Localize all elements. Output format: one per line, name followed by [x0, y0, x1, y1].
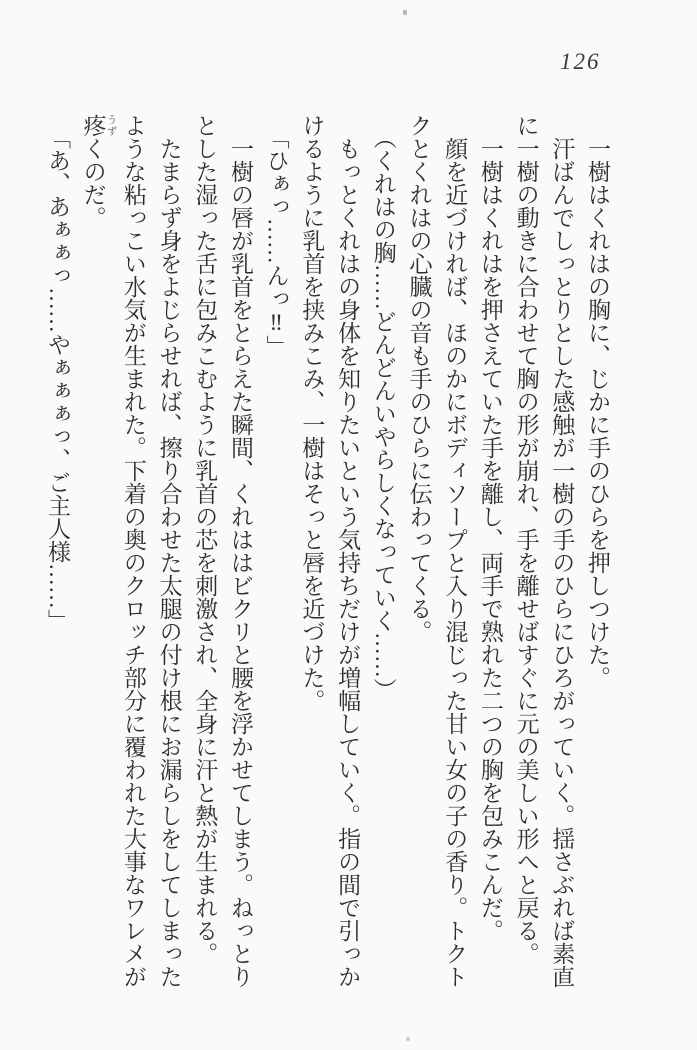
text-column: ような粘っこい水気が生まれた。下着の奥のクロッチ部分に覆われた大事なワレメが — [120, 114, 146, 988]
text-column: たまらず身をよじらせれば、擦り合わせた太腿の付け根にお漏らしをしてしまった — [156, 137, 182, 988]
text-column: けるように乳首を挟みこみ、一樹はそっと唇を近づけた。 — [299, 114, 325, 712]
text-column: クとくれはの心臓の音も手のひらに伝わってくる。 — [406, 114, 432, 643]
text-column: 顔を近づければ、ほのかにボディソープと入り混じった甘い女の子の香り。トクト — [442, 137, 468, 988]
vertical-text-block — [39, 114, 615, 988]
text-column: 「あ、あぁぁっ……やぁぁぁっ、ご主人様……」 — [44, 126, 70, 632]
text-column: 一樹はくれはを押さえていた手を離し、両手で熟れた二つの胸を包みこんだ。 — [477, 137, 503, 942]
text-column: とした湿った舌に包みこむように乳首の芯を刺激され、全身に汗と熱が生まれる。 — [192, 114, 218, 965]
furigana-ruby: 疼 うず — [80, 114, 116, 137]
print-registration-mark-bottom — [406, 1037, 410, 1041]
text-column: 一樹の唇が乳首をとらえた瞬間、くれははビクリと腰を浮かせてしまう。ねっとり — [227, 137, 253, 988]
print-registration-mark-top — [403, 10, 407, 15]
text-column: 疼 うずくのだ。 — [80, 114, 116, 229]
text-column: もっとくれはの身体を知りたいという気持ちだけが増幅していく。指の間で引っか — [335, 137, 361, 988]
text-column: （くれはの胸……どんどんいやらしくなっていく……） — [370, 126, 396, 701]
text-column: に一樹の動きに合わせて胸の形が崩れ、手を離せばすぐに元の美しい形へと戻る。 — [513, 114, 539, 965]
page-number: 126 — [560, 49, 601, 74]
text-column: 汗ばんでしっとりとした感触が一樹の手のひらにひろがっていく。揺さぶれば素直 — [549, 137, 575, 988]
text-column: 一樹はくれはの胸に、じかに手のひらを押しつけた。 — [585, 137, 610, 689]
text-column: 「ひぁっ……んっ‼」 — [263, 126, 289, 358]
